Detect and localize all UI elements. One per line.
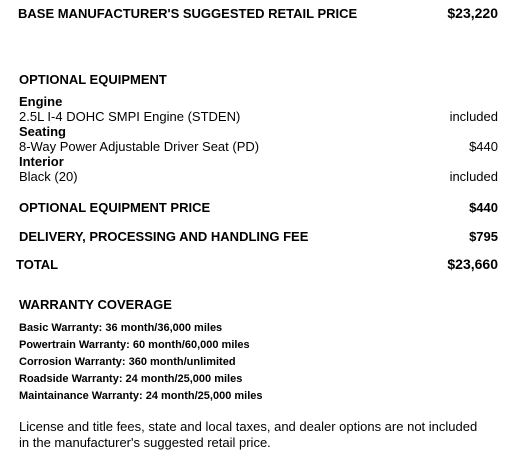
base-msrp-label: BASE MANUFACTURER'S SUGGESTED RETAIL PRICE: [18, 6, 358, 21]
value-seating: $440: [469, 139, 498, 154]
warranty-title: WARRANTY COVERAGE: [19, 297, 172, 312]
value-interior: included: [449, 169, 498, 184]
value-engine: included: [449, 109, 498, 124]
base-msrp-price: $23,220: [447, 5, 498, 21]
warranty-powertrain: Powertrain Warranty: 60 month/60,000 miles: [19, 339, 250, 351]
delivery-fee-label: DELIVERY, PROCESSING AND HANDLING FEE: [19, 229, 309, 244]
optional-equipment-title: OPTIONAL EQUIPMENT: [19, 72, 167, 87]
category-interior: Interior: [19, 154, 64, 169]
category-engine: Engine: [19, 94, 63, 109]
warranty-roadside: Roadside Warranty: 24 month/25,000 miles: [19, 373, 243, 385]
warranty-basic: Basic Warranty: 36 month/36,000 miles: [19, 322, 223, 334]
item-engine: 2.5L I-4 DOHC SMPI Engine (STDEN): [19, 109, 241, 124]
item-interior: Black (20): [19, 169, 78, 184]
total-value: $23,660: [447, 256, 498, 272]
warranty-corrosion: Corrosion Warranty: 360 month/unlimited: [19, 356, 236, 368]
optional-equipment-price-value: $440: [469, 200, 498, 215]
optional-equipment-price-label: OPTIONAL EQUIPMENT PRICE: [19, 200, 211, 215]
category-seating: Seating: [19, 124, 66, 139]
disclaimer-text: License and title fees, state and local taxes, and dealer options are not included in the manufacturer's suggested retail price.: [19, 419, 478, 450]
delivery-fee-value: $795: [469, 229, 498, 244]
item-seating: 8-Way Power Adjustable Driver Seat (PD): [19, 139, 260, 154]
total-label: TOTAL: [16, 257, 59, 272]
warranty-maintenance: Maintainance Warranty: 24 month/25,000 miles: [19, 390, 263, 402]
